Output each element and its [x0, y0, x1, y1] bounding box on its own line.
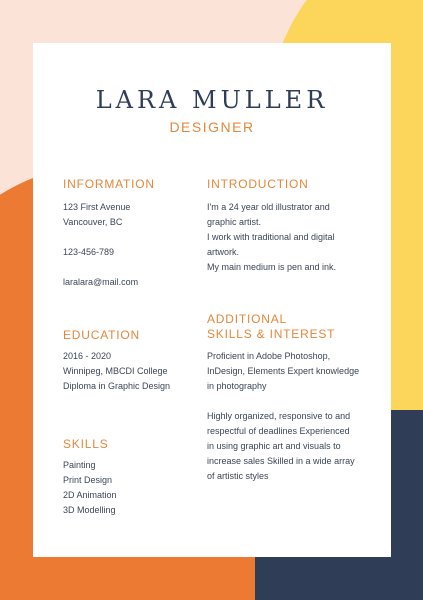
additional-heading: [207, 312, 367, 342]
skills-heading: SKILLS: [63, 437, 109, 451]
introduction-heading: INTRODUCTION: [207, 177, 309, 191]
introduction-body: [207, 200, 367, 275]
intro-line: I work with traditional and digital: [207, 232, 335, 242]
education-line: Winnipeg, MBCDI College: [63, 366, 168, 376]
additional-para-2: [207, 409, 367, 484]
resume-card: [33, 43, 391, 557]
intro-line: artwork.: [207, 247, 240, 257]
additional-line: InDesign, Elements Expert knowledge: [207, 366, 360, 376]
email-address: laralara@mail.com: [63, 277, 139, 287]
additional-para-1: [207, 349, 367, 394]
information-body: [63, 200, 213, 230]
person-name: LARA MULLER: [95, 86, 329, 114]
additional-heading-line-1: ADDITIONAL: [207, 312, 288, 326]
phone: [63, 245, 213, 260]
additional-line: in photography: [207, 381, 267, 391]
additional-heading-line-2: SKILLS & INTEREST: [207, 327, 336, 341]
education-line: Diploma in Graphic Design: [63, 381, 171, 391]
education-body: [63, 349, 213, 394]
skill-item: 2D Animation: [63, 490, 117, 500]
intro-line: graphic artist.: [207, 217, 262, 227]
additional-line: Highly organized, responsive to and: [207, 411, 351, 421]
skill-item: 3D Modelling: [63, 505, 116, 515]
person-role: DESIGNER: [169, 119, 255, 135]
intro-line: I'm a 24 year old illustrator and: [207, 202, 330, 212]
information-heading: INFORMATION: [63, 177, 155, 191]
additional-line: increase sales Skilled in a wide array: [207, 456, 355, 466]
skill-item: Painting: [63, 460, 96, 470]
additional-line: in using graphic art and visuals to: [207, 441, 341, 451]
additional-line: Proficient in Adobe Photoshop,: [207, 351, 331, 361]
education-heading: EDUCATION: [63, 328, 140, 342]
intro-line: My main medium is pen and ink.: [207, 262, 337, 272]
additional-line: of artistic styles: [207, 471, 269, 481]
phone-number: 123-456-789: [63, 247, 115, 257]
skills-list: [63, 458, 213, 518]
address-line-2: Vancouver, BC: [63, 217, 123, 227]
skill-item: Print Design: [63, 475, 113, 485]
education-line: 2016 - 2020: [63, 351, 112, 361]
email: [63, 275, 213, 290]
address-line-1: 123 First Avenue: [63, 202, 131, 212]
additional-line: respectful of deadlines Experienced: [207, 426, 350, 436]
